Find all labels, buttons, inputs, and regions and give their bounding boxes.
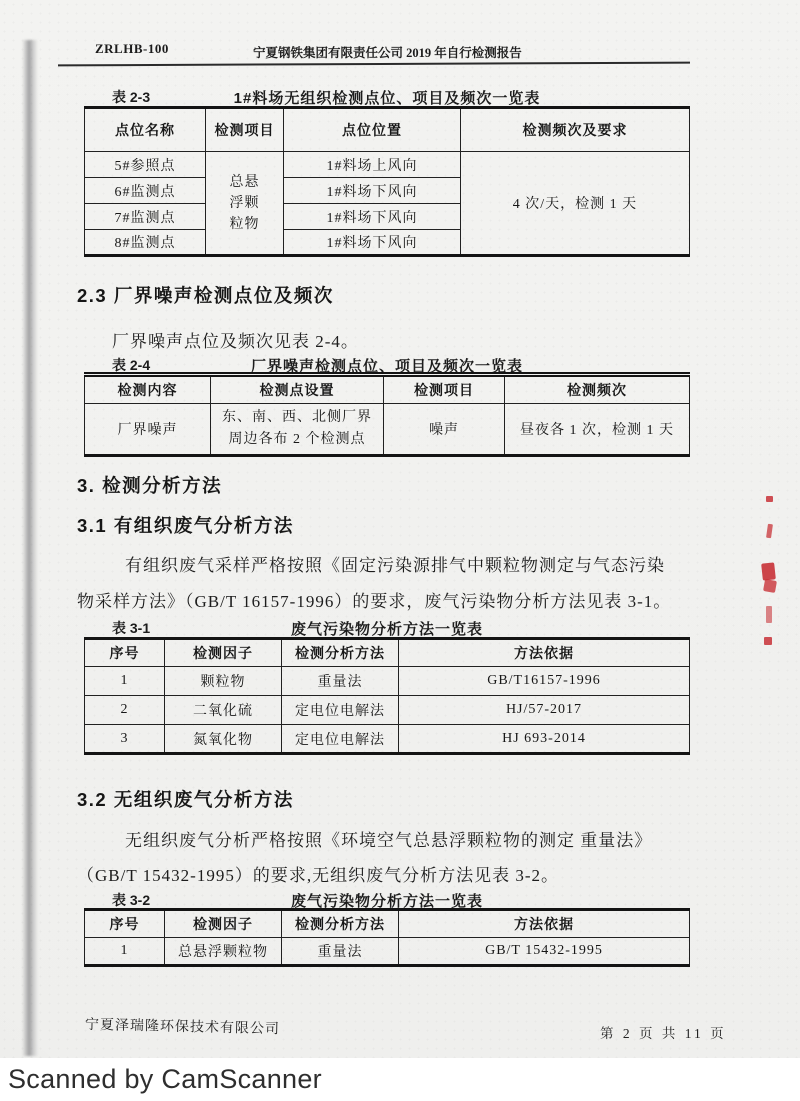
table-header-cell: 序号 [85,639,165,667]
table-3-1-header-row [85,639,690,667]
table-cell: 总悬浮颗粒物 [165,938,282,966]
table-header-cell: 检测因子 [165,639,282,667]
section-3-2-heading: 3.2 无组织废气分析方法 [77,789,294,810]
table-header-cell: 检测频次及要求 [461,108,690,152]
table-2-4 [84,372,690,457]
table-cell: 1#料场下风向 [284,204,461,230]
table-row [85,152,690,178]
table-cell: 厂界噪声 [85,404,211,456]
table-header-cell: 检测内容 [85,375,211,404]
table-cell: 1 [85,938,165,966]
table-2-3-label: 表 2-3 [112,89,151,105]
table-cell: 1#料场上风向 [284,152,461,178]
section-3-heading: 3. 检测分析方法 [77,475,223,496]
table-header-cell: 检测点设置 [211,375,384,404]
red-stamp-fragment [764,637,772,645]
red-stamp-fragment [766,524,773,539]
project-text: 总悬浮颗粒物 [229,174,260,232]
table-row [85,404,690,456]
section-3-1-heading: 3.1 有组织废气分析方法 [77,515,294,536]
table-header-cell: 检测项目 [384,375,505,404]
setup-line: 东、南、西、北侧厂界 [222,410,372,425]
table-cell: 7#监测点 [85,204,206,230]
table-2-3-header-row [85,108,690,152]
document-code: ZRLHB-100 [95,41,169,56]
table-cell: 1#料场下风向 [284,178,461,204]
table-row [85,696,690,725]
table-row [85,667,690,696]
table-cell: 重量法 [282,667,399,696]
table-2-3-title: 1#料场无组织检测点位、项目及频次一览表 [233,90,541,107]
table-header-cell: 点位名称 [85,108,206,152]
table-cell: 昼夜各 1 次，检测 1 天 [505,404,690,456]
table-cell: 6#监测点 [85,178,206,204]
table-cell: 定电位电解法 [282,696,399,725]
red-stamp-fragment [766,606,772,623]
red-stamp-fragment [763,579,777,593]
table-3-1 [84,637,690,755]
table-3-1-caption [84,618,690,639]
table-3-2 [84,908,690,967]
table-header-cell: 检测分析方法 [282,910,399,938]
table-2-4-title: 厂界噪声检测点位、项目及频次一览表 [250,358,523,375]
table-cell: 定电位电解法 [282,725,399,754]
section-2-3-heading: 2.3 厂界噪声检测点位及频次 [77,285,334,306]
table-cell: 5#参照点 [85,152,206,178]
section-3-2-paragraph-line2: （GB/T 15432-1995）的要求,无组织废气分析方法见表 3-2。 [77,866,559,885]
table-cell-merged-project [206,152,284,256]
table-row [85,725,690,754]
table-header-cell: 检测项目 [206,108,284,152]
footer-page-number: 第 2 页 共 11 页 [600,1026,727,1041]
red-stamp-fragment [761,562,776,580]
footer-company-name: 宁夏泽瑞隆环保技术有限公司 [84,1017,281,1038]
document-title: 宁夏钢铁集团有限责任公司 2019 年自行检测报告 [253,46,522,60]
table-3-1-title: 废气污染物分析方法一览表 [290,621,483,638]
red-stamp-fragment [766,496,773,502]
setup-line: 周边各布 2 个检测点 [228,432,366,447]
table-cell: 2 [85,696,165,725]
table-header-cell: 检测因子 [165,910,282,938]
table-header-cell: 序号 [85,910,165,938]
header-rule [58,62,690,67]
table-cell [211,404,384,456]
section-3-2-paragraph-line1: 无组织废气分析严格按照《环境空气总悬浮颗粒物的测定 重量法》 [125,831,653,850]
table-header-cell: 方法依据 [399,910,690,938]
table-cell: GB/T 15432-1995 [399,938,690,966]
table-cell: 8#监测点 [85,230,206,256]
table-cell: 重量法 [282,938,399,966]
table-3-2-header-row [85,910,690,938]
camscanner-watermark: Scanned by CamScanner [8,1064,322,1094]
table-row [85,938,690,966]
table-3-1-label: 表 3-1 [112,620,151,636]
section-3-1-paragraph-line1: 有组织废气采样严格按照《固定污染源排气中颗粒物测定与气态污染 [125,556,665,575]
table-cell: 1 [85,667,165,696]
table-header-cell: 点位位置 [284,108,461,152]
table-header-cell: 检测频次 [505,375,690,404]
table-2-4-label: 表 2-4 [112,357,151,373]
table-2-3-caption [84,87,690,108]
table-cell: HJ 693-2014 [399,725,690,754]
table-cell: 3 [85,725,165,754]
table-cell: 二氧化硫 [165,696,282,725]
table-2-3 [84,106,690,257]
table-cell: 噪声 [384,404,505,456]
table-header-cell: 方法依据 [399,639,690,667]
table-3-2-title: 废气污染物分析方法一览表 [290,893,483,910]
section-3-1-paragraph-line2: 物采样方法》（GB/T 16157-1996）的要求，废气污染物分析方法见表 3-1。 [77,592,672,611]
table-header-cell: 检测分析方法 [282,639,399,667]
table-2-4-header-row [85,375,690,404]
section-2-3-paragraph: 厂界噪声点位及频次见表 2-4。 [112,332,359,351]
table-cell: 氮氧化物 [165,725,282,754]
table-cell: 颗粒物 [165,667,282,696]
scan-edge-shadow [22,40,38,1056]
table-cell: 1#料场下风向 [284,230,461,256]
table-3-2-label: 表 3-2 [112,892,151,908]
table-cell-merged-frequency: 4 次/天，检测 1 天 [461,152,690,256]
table-cell: HJ/57-2017 [399,696,690,725]
table-cell: GB/T16157-1996 [399,667,690,696]
